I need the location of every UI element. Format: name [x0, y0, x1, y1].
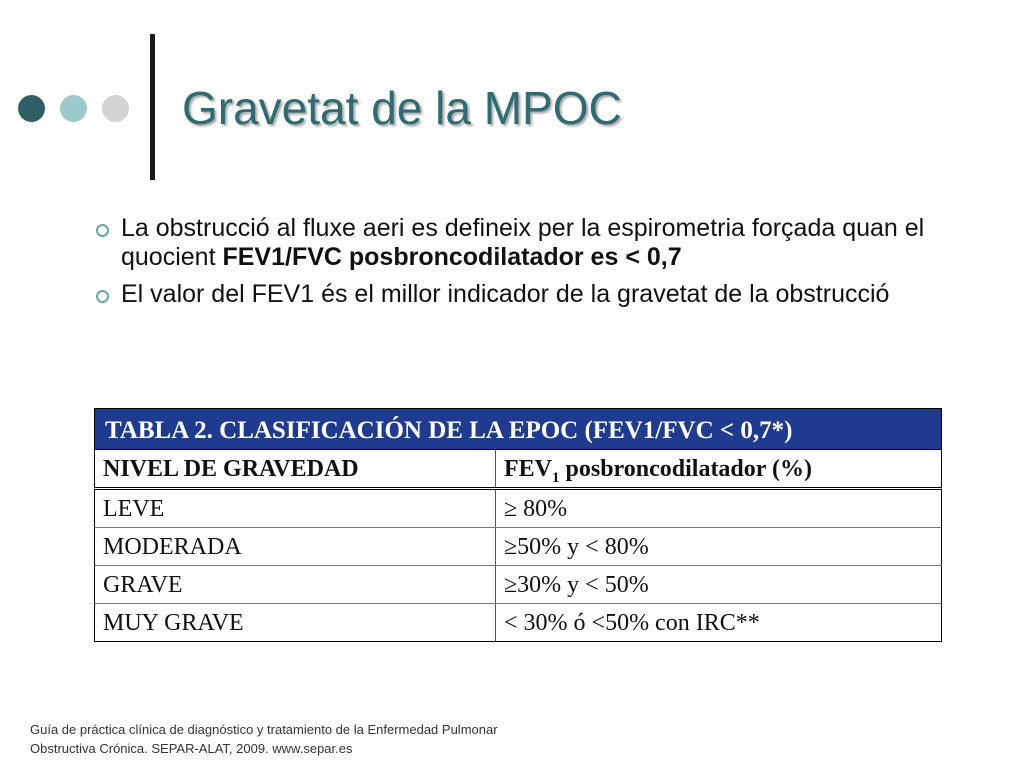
- row-fev: ≥50% y < 80%: [504, 534, 649, 560]
- table-row: [94, 566, 942, 604]
- row-level: GRAVE: [95, 566, 496, 603]
- table-row: [94, 490, 942, 528]
- header-fev: [496, 450, 941, 487]
- row-fev: ≥30% y < 50%: [504, 572, 649, 598]
- bullet-1-text: La obstrucció al fluxe aeri es defineix per la espirometria forçada quan el quocient: [121, 214, 925, 271]
- page-title: Gravetat de la MPOC: [182, 82, 622, 134]
- bullet-circle-icon: [96, 290, 109, 303]
- row-level: LEVE: [95, 490, 496, 527]
- row-fev: ≥ 80%: [504, 496, 568, 522]
- bullet-circle-icon: [96, 224, 109, 237]
- row-fev: < 30% ó <50% con IRC**: [504, 610, 760, 636]
- citation-line-1: Guía de práctica clínica de diagnóstico y tratamiento de la Enfermedad Pulmonar: [30, 722, 498, 737]
- table-row: [94, 528, 942, 566]
- classification-table: [94, 408, 942, 642]
- header-level: NIVEL DE GRAVEDAD: [95, 450, 496, 487]
- header-fev-suffix: posbroncodilatador (%): [559, 456, 812, 482]
- header-fev-prefix: FEV: [504, 456, 552, 482]
- bullet-1-bold-text: FEV1/FVC posbroncodilatador es < 0,7: [222, 243, 682, 271]
- bullet-item-1: [96, 214, 956, 272]
- header-fev-sub: 1: [552, 469, 560, 486]
- table-header-row: [94, 450, 942, 490]
- row-level: MUY GRAVE: [95, 604, 496, 641]
- dot-grey-icon: [102, 95, 129, 122]
- source-citation: [30, 720, 590, 758]
- bullet-list: [96, 214, 956, 317]
- table-title: TABLA 2. CLASIFICACIÓN DE LA EPOC (FEV1/FVC < 0,7*): [94, 408, 942, 450]
- title-divider: [150, 34, 155, 180]
- row-level: MODERADA: [95, 528, 496, 565]
- citation-line-2: Obstructiva Crónica. SEPAR-ALAT, 2009. www.separ.es: [30, 741, 353, 756]
- bullet-2-text: El valor del FEV1 és el millor indicador de la gravetat de la obstrucció: [121, 280, 890, 308]
- bullet-item-2: [96, 280, 956, 309]
- table-row: [94, 604, 942, 642]
- dot-dark-icon: [18, 95, 45, 122]
- dot-teal-icon: [60, 95, 87, 122]
